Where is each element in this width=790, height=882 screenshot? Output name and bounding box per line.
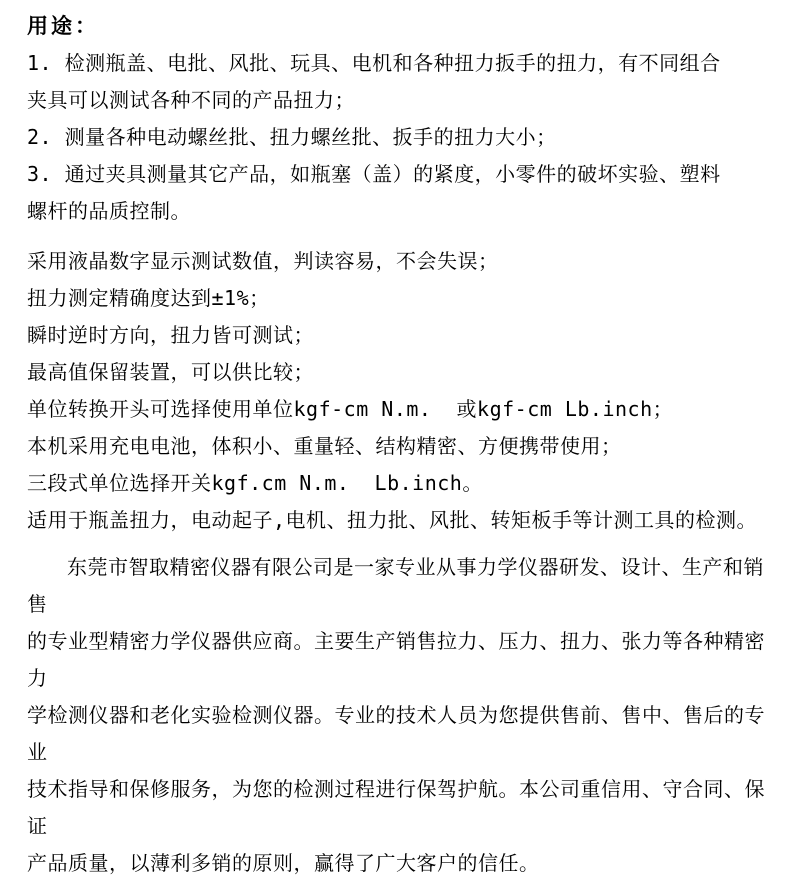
- features-list: [27, 243, 770, 539]
- feature-line: 瞬时逆时方向，扭力皆可测试；: [27, 323, 314, 347]
- company-paragraph-line: 的专业型精密力学仪器供应商。主要生产销售拉力、压力、扭力、张力等各种精密力: [27, 629, 765, 690]
- feature-line: 适用于瓶盖扭力，电动起子,电机、扭力批、风批、转矩板手等计测工具的检测。: [27, 508, 758, 532]
- feature-line: 本机采用充电电池，体积小、重量轻、结构精密、方便携带使用；: [27, 434, 622, 458]
- usage-line: 螺杆的品质控制。: [27, 199, 191, 223]
- company-paragraph: [27, 549, 770, 882]
- usage-heading: 用途：: [27, 14, 99, 38]
- feature-line: 扭力测定精确度达到±1%；: [27, 286, 270, 310]
- company-paragraph-line: 东莞市智取精密仪器有限公司是一家专业从事力学仪器研发、设计、生产和销售: [27, 555, 764, 616]
- feature-line: 单位转换开头可选择使用单位kgf-cm N.m. 或kgf-cm Lb.inch；: [27, 397, 674, 421]
- usage-line: 夹具可以测试各种不同的产品扭力；: [27, 88, 355, 112]
- feature-line: 采用液晶数字显示测试数值，判读容易，不会失误；: [27, 249, 499, 273]
- usage-list: [27, 45, 770, 230]
- usage-line: 2. 测量各种电动螺丝批、扭力螺丝批、扳手的扭力大小；: [27, 125, 557, 149]
- feature-line: 三段式单位选择开关kgf.cm N.m. Lb.inch。: [27, 471, 483, 495]
- usage-line: 3. 通过夹具测量其它产品，如瓶塞（盖）的紧度，小零件的破坏实验、塑料: [27, 162, 721, 186]
- feature-line: 最高值保留装置，可以供比较；: [27, 360, 314, 384]
- company-paragraph-line: 产品质量，以薄利多销的原则，赢得了广大客户的信任。: [27, 851, 540, 875]
- usage-line: 1. 检测瓶盖、电批、风批、玩具、电机和各种扭力扳手的扭力，有不同组合: [27, 51, 721, 75]
- company-paragraph-line: 学检测仪器和老化实验检测仪器。专业的技术人员为您提供售前、售中、售后的专业: [27, 703, 765, 764]
- company-paragraph-line: 技术指导和保修服务，为您的检测过程进行保驾护航。本公司重信用、守合同、保证: [27, 777, 765, 838]
